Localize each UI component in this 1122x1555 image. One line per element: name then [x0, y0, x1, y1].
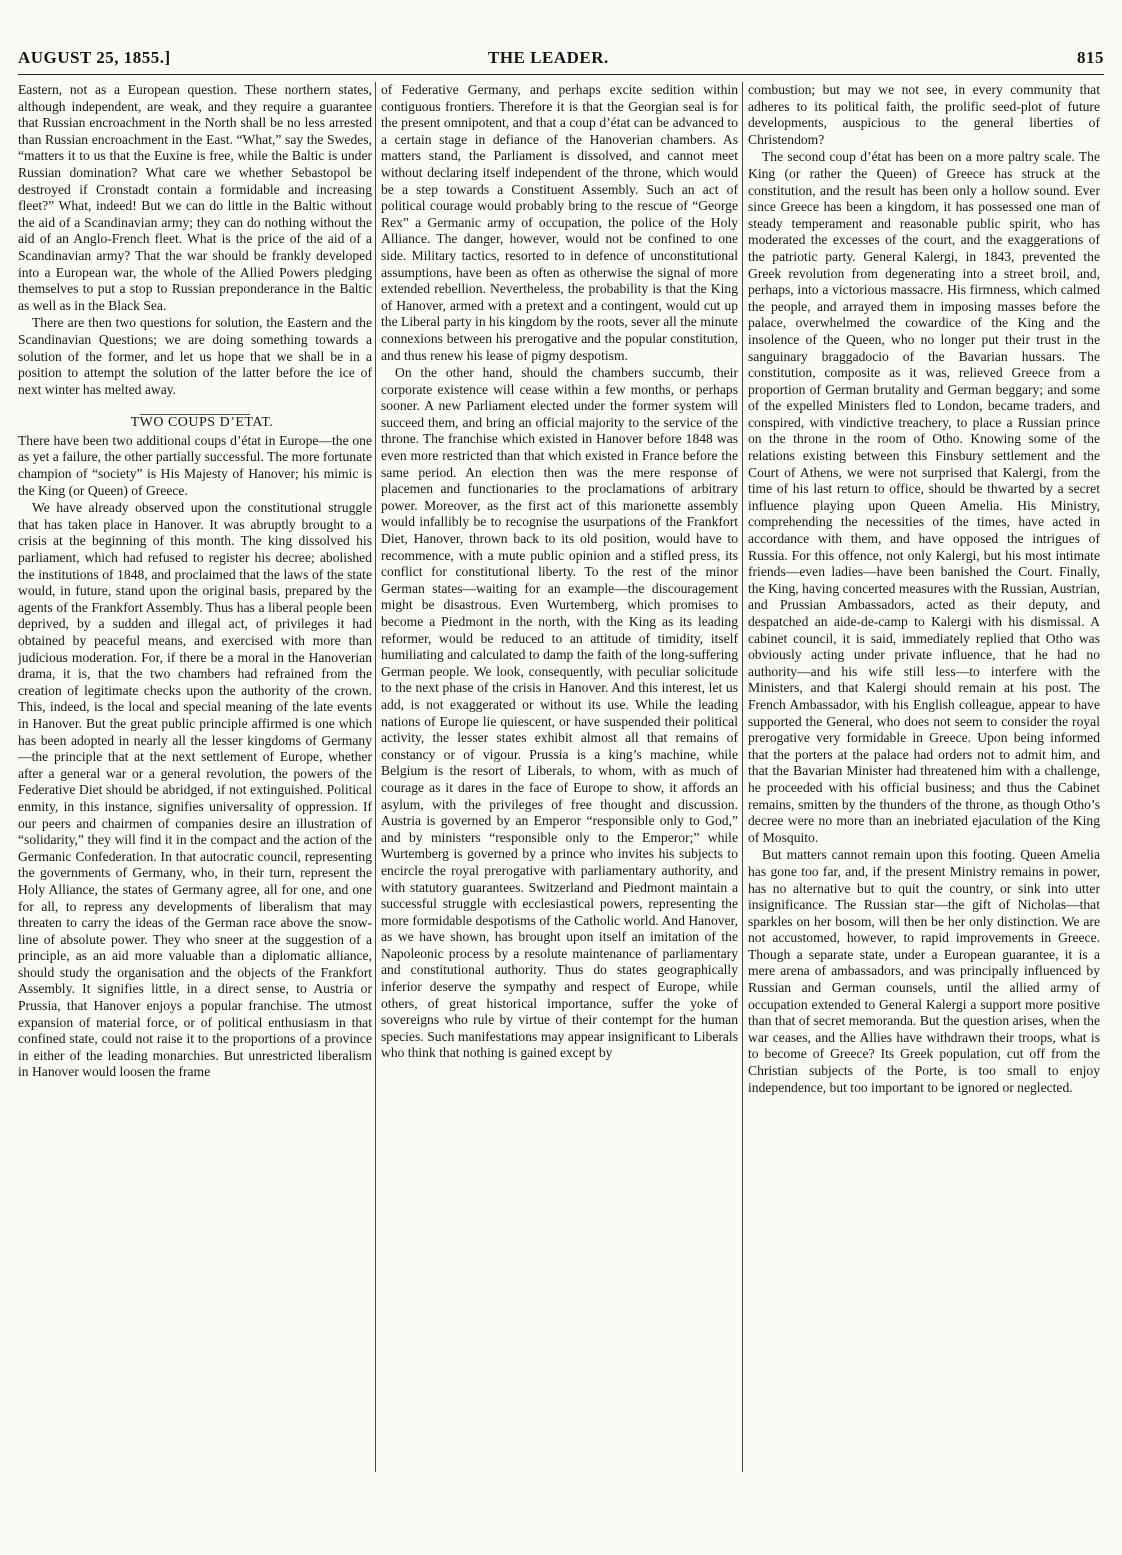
column-left	[18, 82, 372, 1482]
paragraph: The second coup d’état has been on a more paltry scale. The King (or rather the Queen) of Greece has struck at the constitution, and the result has been only a hollow sound. Ever since Greece has been a kingdom, it has possessed one man of steady temperament and reasonable public spirit, who has moderated the excesses of the court, and the exaggerations of the patriotic party. General Kalergi, in 1843, prevented the Greek revolution from degenerating into a street broil, and, perhaps, into a victorious massacre. His firmness, which calmed the people, and arrayed them in imposing masses before the palace, overwhelmed the cowardice of the King and the insolence of the Queen, who no longer put their trust in the sanguinary braggadocio of the Bavarian hussars. The constitution, composite as it was, relieved Greece from a proportion of German brutality and German beggary; and some of the expelled Ministers fled to London, became traders, and conspired, with vindictive treachery, to place a Russian prince on the throne in the room of Otho. Knowing some of the relations existing between this Finsbury settlement and the Court of Athens, we were not surprised that Kalergi, from the time of his last return to office, should be thwarted by a secret influence playing upon Queen Amelia. His Ministry, comprehending the necessities of the times, have acted in accordance with them, and have opposed the intrigues of Russia. For this offence, not only Kalergi, but his most intimate friends—even ladies—have been banished the Court. Finally, the King, having concerted measures with the Russian, Austrian, and Prussian Ambassadors, acted as their deputy, and despatched an aide-de-camp to Kalergi with his dismissal. A cabinet council, it is said, immediately replied that Otho was obviously acting under private influence, that he had no authority—and his wife still less—to interfere with the Ministers, and that Kalergi should remain at his post. The French Ambassador, with his English colleague, appear to have supported the General, who does not seem to consider the royal prerogative very formidable in Greece. Upon being informed that the porters at the palace had orders not to admit him, and that the Bavarian Minister had threatened him with a challenge, he proceeded with his official business; and thus the Cabinet remains, smitten by the thunders of the throne, as though Otho’s decree were no more than an inebriated ejaculation of the King of Mosquito.	[748, 149, 1100, 845]
paragraph: Eastern, not as a European question. These northern states, although independent, are weak, and they require a guarantee that Russian encroachment in the North shall be no less arrested than Russian encroachment in the East. “What,” say the Swedes, “matters it to us that the Euxine is free, while the Baltic is under Russian domination? What care we whether Sebastopol be destroyed if Cronstadt contain a formidable and increasing fleet?” What, indeed! But we can do little in the Baltic without the aid of a Scandinavian army; they can do nothing without the aid of an Anglo-French fleet. What is the price of the aid of a Scandinavian army? That the war should be frankly developed into a European war, the whole of the Allied Powers pledging themselves to put a stop to Russian preponderance in the Baltic as well as in the Black Sea.	[18, 82, 372, 313]
paragraph: On the other hand, should the chambers succumb, their corporate existence will cease within a few months, or perhaps sooner. A new Parliament elected under the former system will succeed them, and bring an official majority to the service of the throne. The franchise which existed in Hanover before 1848 was even more restricted than that which existed in France before the same period. An election then was the mere response of placemen and functionaries to the proclamations of arbitrary power. Moreover, as the first act of this marionette assembly would infallibly be to recognise the usurpations of the Frankfort Diet, Hanover, thrown back to its old position, would have to recommence, with a mute public opinion and a stifled press, its conflict for constitutional liberty. To the rest of the minor German states—waiting for an example—the discouragement might be disastrous. Even Wurtemberg, which promises to become a Piedmont in the north, with the King as its leading reformer, would be reduced to an attitude of timidity, itself humiliating and calculated to damp the faith of the long-suffering German people. We look, consequently, with peculiar solicitude to the next phase of the crisis in Hanover. And this interest, let us add, is not exaggerated or without its use. While the leading nations of Europe lie quiescent, or have suspended their political activity, the lesser states exhibit almost all that remains of constancy or of vigour. Prussia is a king’s machine, while Belgium is the resort of Liberals, to whom, with as much of courage as it dares in the face of Europe to show, it affords an asylum, with the privileges of free thought and discussion. Austria is governed by an Emperor “responsible only to God,” and by ministers “responsible only to the Emperor;” while Wurtemberg is governed by a prince who invites his subjects to encircle the royal prerogative with parliamentary authority, and with statutory guarantees. Switzerland and Piedmont maintain a successful struggle with ecclesiastical powers, representing the more formidable despotisms of the Catholic world. And Hanover, as we have shown, has brought upon itself an imitation of the Napoleonic process by a resolute maintenance of parliamentary and constitutional authority. Thus do states geographically inferior deserve the sympathy and respect of Europe, while others, of great historical importance, suffer the yoke of sovereigns who rule by virtue of their contempt for the human species. Such manifestations may appear insignificant to Liberals who think that nothing is gained except by	[381, 365, 738, 1061]
column-rule-left	[375, 82, 376, 1472]
newspaper-title: THE LEADER.	[488, 48, 609, 67]
paragraph: We have already observed upon the constitutional struggle that has taken place in Hanover. It was abruptly brought to a crisis at the beginning of this month. The king dissolved his parliament, which had refused to register his decree; abolished the institutions of 1848, and proclaimed that the laws of the state would, in future, stand upon the original basis, prepared by the agents of the Frankfort Assembly. Thus has a liberal people been deprived, by a sudden and illegal act, of privileges it had obtained by peaceful means, and exercised with more than judicious moderation. For, if there be a moral in the Hanoverian drama, it is, that the two chambers had refrained from the creation of legitimate checks upon the authority of the crown. This, indeed, is the local and special meaning of the late events in Hanover. But the great public principle affirmed is one which has been adopted in nearly all the lesser kingdoms of Germany—the principle that at the next settlement of Europe, whether after a general war or a general revolution, the powers of the Federative Diet should be abridged, if not extinguished. Political enmity, in this instance, signifies universality of oppression. If our peers and chairmen of companies desire an illustration of “solidarity,” they will find it in the compact and the action of the Germanic Confederation. In that autocratic council, representing the governments of Germany, who, in their turn, represent the Holy Alliance, the states of Germany agree, all for one, and one for all, to repress any developments of liberalism that may threaten to carry the ideas of the German race above the snow-line of absolute power. They who sneer at the suggestion of a principle, as an aid more valuable than a diplomatic alliance, should study the organisation and the objects of the Frankfort Assembly. It signifies little, in a direct sense, to Austria or Prussia, that Hanover enjoys a popular franchise. The utmost expansion of material force, or of political enthusiasm in that confined state, could not raise it to the proportions of a province in either of the leading monarchies. But unrestricted liberalism in Hanover would loosen the frame	[18, 500, 372, 1080]
paragraph: of Federative Germany, and perhaps excite sedition within contiguous frontiers. Therefore it is that the Georgian seal is for the present omnipotent, and that a coup d’état can be advanced to a certain stage in defiance of the Hanoverian chambers. As matters stand, the Parliament is dissolved, and cannot meet without declaring itself independent of the throne, which would be a step towards a Constituent Assembly. Such an act of political courage would probably bring to the rescue of “George Rex” a Germanic army of occupation, the police of the Holy Alliance. The danger, however, would not be confined to one side. Military tactics, resorted to in defence of unconstitutional assumptions, have been as often as otherwise the signal of more extended rebellion. Nevertheless, the probability is that the King of Hanover, armed with a pretext and a contingent, would cut up the Liberal party in his kingdom by the roots, sever all the minute connexions between his prerogative and the popular constitution, and thus renew his lease of pigmy despotism.	[381, 82, 738, 363]
paragraph: combustion; but may we not see, in every community that adheres to its political faith, the prolific seed-plot of future developments, auspicious to the general liberties of Christendom?	[748, 82, 1100, 147]
article-heading: TWO COUPS D’ETAT.	[130, 415, 274, 431]
column-middle	[381, 82, 738, 1482]
paragraph: There are then two questions for solution, the Eastern and the Scandinavian Questions; we are doing something towards a solution of the former, and let us hope that we shall be in a position to attempt the solution of the latter before the ice of next winter has melted away.	[18, 315, 372, 397]
paragraph: There have been two additional coups d’état in Europe—the one as yet a failure, the other partially successful. The more fortunate champion of “society” is His Majesty of Hanover; his mimic is the King (or Queen) of Greece.	[18, 432, 372, 498]
column-rule-right	[742, 82, 743, 1472]
page-number: 815	[1077, 48, 1104, 67]
paragraph: But matters cannot remain upon this footing. Queen Amelia has gone too far, and, if the present Ministry remains in power, has no alternative but to quit the country, or sink into utter insignificance. The Russian star—the gift of Nicholas—that sparkles on her bosom, will then be her only distinction. We are not accustomed, however, to rapid improvements in Greece. Though a separate state, under a European guarantee, it is a mere arena of ambassadors, and was principally influenced by Russian and German counsels, until the allied army of occupation extended to General Kalergi a support more positive than that of secret memoranda. But the question arises, when the war ceases, and the Allies have withdrawn their troops, what is to become of Greece? Its Greek population, cut off from the Christian subjects of the Porte, is too small to enjoy independence, but too important to be ignored or neglected.	[748, 847, 1100, 1095]
column-right	[748, 82, 1100, 1482]
issue-date: AUGUST 25, 1855.]	[18, 48, 171, 67]
masthead	[18, 44, 1104, 75]
